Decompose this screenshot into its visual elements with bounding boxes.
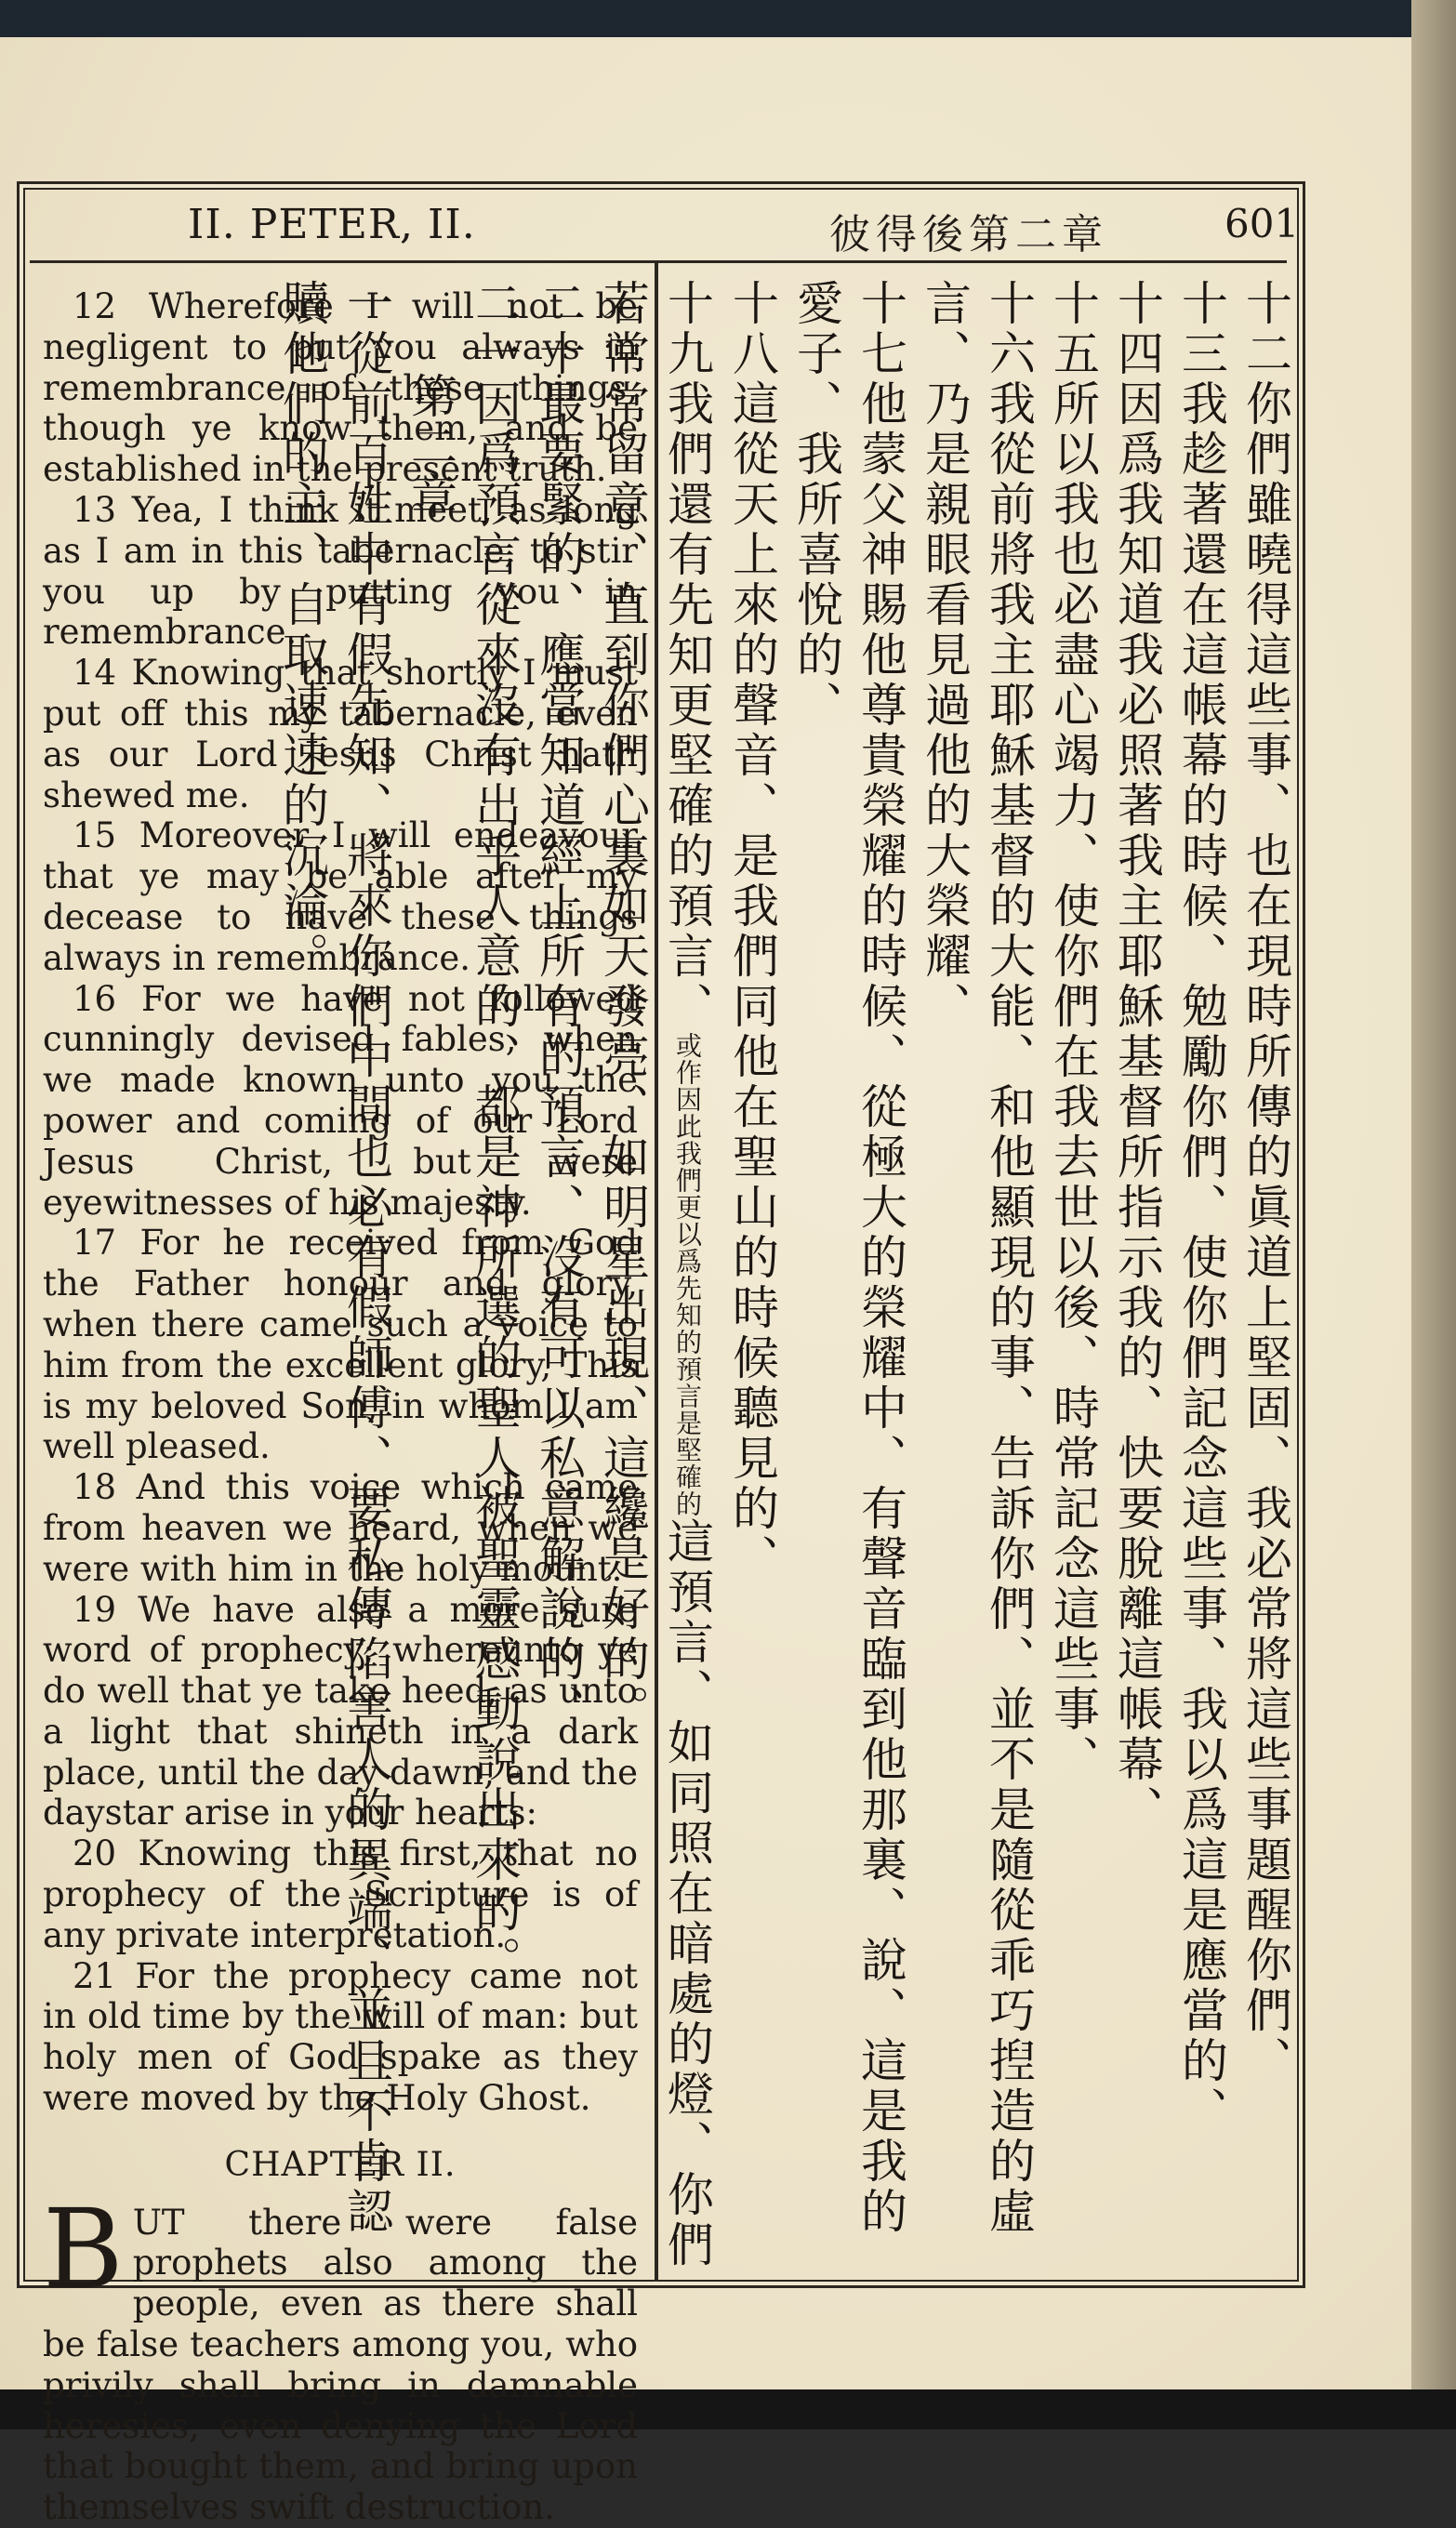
cn-verse-19b: 這預言、如同照在暗處的燈、你們若常常留意、直到你們心裏如天發亮、如明星出現、這纔是好的。 bbox=[596, 279, 714, 2270]
top-edge-strip bbox=[0, 0, 1456, 37]
running-header bbox=[30, 188, 1300, 263]
page-number: 601 bbox=[1224, 201, 1300, 246]
cn-chapter-2-verse-1: 一從前百姓中有假先知、將來你們中間也必有假師傅、要私傳陷害人的異端、並且不肯認贖他們的主、自取速速的沉淪。 bbox=[275, 279, 393, 2237]
cn-verse-14: 十四因爲我知道我必照著我主耶穌基督所指示我的、快要脫離這帳幕、 bbox=[1110, 279, 1164, 1835]
book-spine-edge bbox=[1411, 0, 1456, 2429]
drop-cap: B bbox=[43, 2184, 124, 2313]
cn-verse-21: 二一因爲預言從來沒有出乎人意的、都是神所選的聖人被聖靈感動說出來的。 bbox=[468, 279, 522, 1986]
cn-verse-18: 十八這從天上來的聲音、是我們同他在聖山的時候聽見的、 bbox=[725, 279, 779, 1584]
cn-verse-17: 十七他蒙父神賜他尊貴榮耀的時候、從極大的榮耀中、有聲音臨到他那裏、說、這是我的愛子、我所喜悅的、 bbox=[789, 279, 907, 2237]
cn-verse-13: 十三我趁著還在這帳幕的時候、勉勵你們、使你們記念這些事、我以爲這是應當的、 bbox=[1174, 279, 1228, 2137]
cn-verse-16: 十六我從前將我主耶穌基督的大能、和他顯現的事、告訴你們、並不是隨從乖巧揑造的虛言、乃是親眼看見過他的大榮耀、 bbox=[918, 279, 1036, 2237]
chinese-running-title: 彼得後第二章 bbox=[829, 211, 1108, 258]
verse-15: 15 Moreover I will endeavour that ye may be able after my decease to have these things always in remembrance. bbox=[43, 815, 638, 978]
cn-verse-19-note: 或作因此我們更以爲先知的預言是堅確的 bbox=[672, 1032, 703, 1517]
cn-verse-19 bbox=[590, 279, 720, 2278]
running-title: II. PETER, II. bbox=[188, 201, 476, 248]
cn-verse-19a: 十九我們還有先知更堅確的預言、 bbox=[660, 279, 714, 1032]
cn-verse-15: 十五所以我也必盡心竭力、使你們在我去世以後、時常記念這些事、 bbox=[1046, 279, 1100, 1785]
chapter-heading: CHAPTER II. bbox=[224, 2145, 457, 2184]
verse-18: 18 And this voice which came from heaven we heard, when we were with him in the holy mount. bbox=[43, 1467, 638, 1589]
verse-13: 13 Yea, I think it meet, as long as I am in this tabernacle, to stir you up by putting you in remembrance. bbox=[43, 489, 638, 653]
verse-12: 12 Wherefore I will not be negligent to put you always in remembrance of these things, though ye know them, and be established in the present truth. bbox=[43, 286, 638, 490]
cn-chapter-heading: 第二章 bbox=[404, 372, 457, 523]
cn-verse-12: 十二你們雖曉得這些事、也在現時所傳的眞道上堅固、我必常將這些事題醒你們、 bbox=[1238, 279, 1292, 2086]
verse-20: 20 Knowing this first, that no prophecy of the Scripture is of any private interpretation. bbox=[43, 1833, 638, 1955]
chapter-2-verse-1-text: UT there were false prophets also among the people, even as there shall be false teachers among you, who privily shall bring in damnable heresies, even denying the Lord that bought them, and bring upon themselves swift destruction. bbox=[43, 2202, 638, 2528]
verse-19: 19 We have also a more sure word of prophecy; whereunto ye do well that ye take heed, as unto a light that shineth in a dark place, until the day dawn, and the daystar arise in your hearts: bbox=[43, 1589, 638, 1833]
verse-14: 14 Knowing that shortly I must put off this my tabernacle, even as our Lord Jesus Christ hath shewed me. bbox=[43, 653, 638, 815]
verse-16: 16 For we have not followed cunningly devised fables, when we made known unto you the power and coming of our Lord Jesus Christ, but were eyewitnesses of his majesty. bbox=[43, 978, 638, 1223]
cn-verse-20: 二十最要緊的、應當知道經上所有的預言、沒有可以私意解說的、 bbox=[532, 279, 586, 1735]
verse-21: 21 For the prophecy came not in old time by the will of man: but holy men of God spake as they were moved by the Holy Ghost. bbox=[43, 1955, 638, 2119]
verse-17: 17 For he received from God the Father honour and glory, when there came such a voice to him from the excellent glory, This is my beloved Son, in whom I am well pleased. bbox=[43, 1223, 638, 1467]
